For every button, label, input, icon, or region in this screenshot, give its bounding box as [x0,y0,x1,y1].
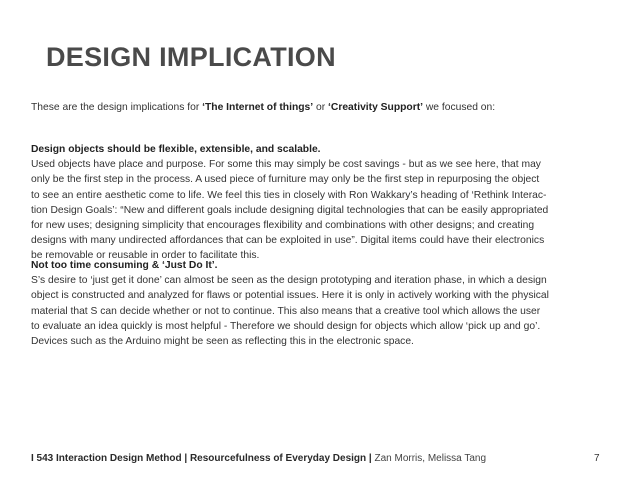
section-heading: Not too time consuming & ‘Just Do It’. [31,260,218,271]
section-line: be removable or reusable in order to facilitate this. [31,250,260,262]
section-line: designs with many undirected affordances that can be exploited in use”. Digital items could have their electronics [31,235,545,247]
page-number: 7 [594,453,600,464]
section-line: only be the first step in the process. A used piece of furniture may only be the first step in repurposing the object [31,174,540,186]
section-line: Used objects have place and purpose. For some this may simply be cost savings - but as we see here, that may [31,159,541,171]
intro-topic-internet-of-things: ‘The Internet of things’ [202,102,314,113]
footer-authors: Zan Morris, Melissa Tang [374,453,487,464]
section-line: tion Design Goals’: “New and different goals include designing digital technologies that can be easily appropriated [31,204,549,216]
section-line: to see an entire aesthetic come to life. We feel this ties in closely with Ron Wakkary’s heading of ‘Rethink Interac- [31,189,547,201]
page-title: DESIGN IMPLICATION [46,42,336,72]
intro-topic-creativity-support: ‘Creativity Support’ [328,102,423,113]
footer-separator: | [181,453,190,464]
section-line: S’s desire to ‘just get it done’ can almost be seen as the design prototyping and iteration phase, in which a design [31,275,547,287]
footer-separator: | [366,453,375,464]
section-flexible-design [31,142,611,264]
footer-project: Resourcefulness of Everyday Design [189,453,367,464]
section-line: Devices such as the Arduino might be seen as reflecting this in the electronic space. [31,336,414,348]
section-line: object is constructed and analyzed for flaws or potential issues. Here it is only in actively working with the physical [31,290,549,302]
intro-suffix: we focused on: [423,102,496,113]
section-line: for new uses; designing simplicity that encourages flexibility and combinations with other designs; and creating [31,220,535,232]
section-heading: Design objects should be flexible, extensible, and scalable. [31,144,321,155]
section-line: material that S can decide whether or not to continue. This also means that a creative tool which allows the user [31,305,541,317]
section-line: to evaluate an idea quickly is most helpful - Therefore we should design for objects which allow ‘pick up and go’. [31,320,541,332]
intro-connector: or [313,102,329,113]
footer-course: I 543 Interaction Design Method [31,453,182,464]
intro-paragraph [31,101,611,115]
section-just-do-it [31,258,611,349]
footer [31,452,611,465]
intro-prefix: These are the design implications for [31,102,203,113]
